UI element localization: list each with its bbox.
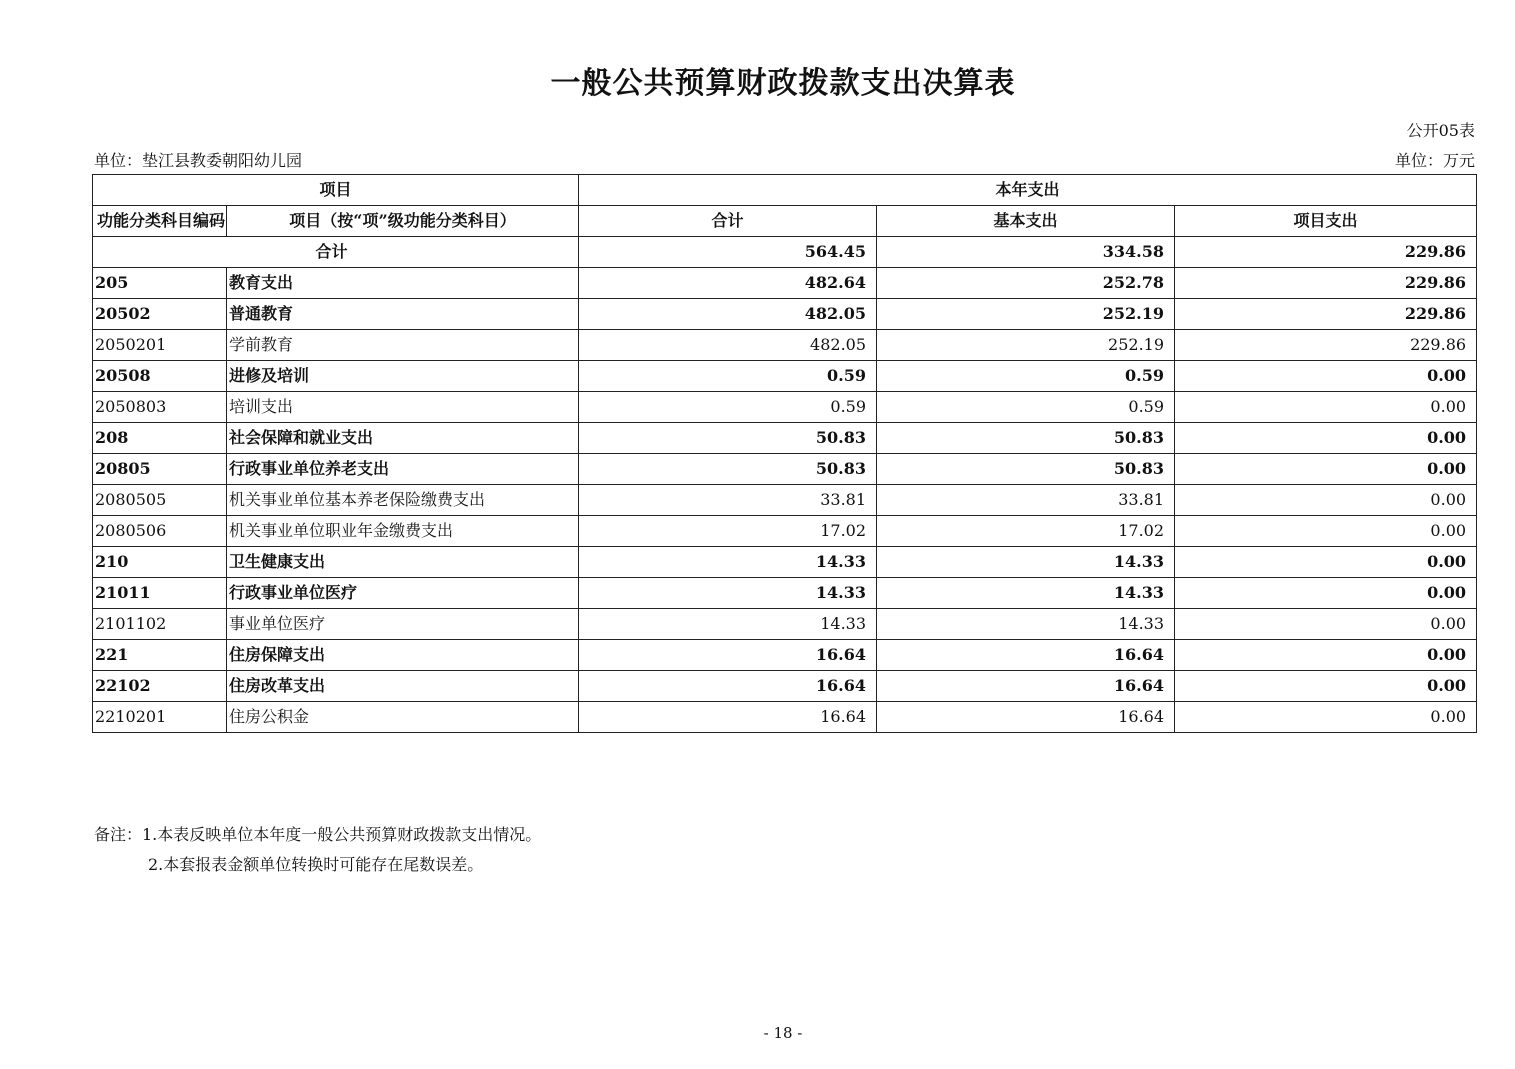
table-row (93, 640, 1477, 671)
row-name: 事业单位医疗 (227, 609, 579, 640)
unit-organization: 单位：垫江县教委朝阳幼儿园 (94, 151, 303, 170)
row-name: 住房公积金 (227, 702, 579, 733)
row-name: 卫生健康支出 (227, 547, 579, 578)
row-project: 0.00 (1175, 485, 1477, 516)
row-project: 229.86 (1175, 299, 1477, 330)
table-row (93, 485, 1477, 516)
row-total: 50.83 (579, 454, 877, 485)
row-basic: 50.83 (877, 454, 1175, 485)
row-project: 0.00 (1175, 547, 1477, 578)
header-year-expense: 本年支出 (579, 175, 1477, 206)
row-name: 普通教育 (227, 299, 579, 330)
row-code: 22102 (93, 671, 227, 702)
row-code: 210 (93, 547, 227, 578)
row-project: 0.00 (1175, 640, 1477, 671)
row-total: 16.64 (579, 702, 877, 733)
row-name: 学前教育 (227, 330, 579, 361)
row-project: 0.00 (1175, 578, 1477, 609)
row-code: 2210201 (93, 702, 227, 733)
row-code: 221 (93, 640, 227, 671)
row-name: 行政事业单位养老支出 (227, 454, 579, 485)
table-row (93, 299, 1477, 330)
row-project: 0.00 (1175, 516, 1477, 547)
row-basic: 14.33 (877, 609, 1175, 640)
header-row-1 (93, 175, 1477, 206)
row-name: 社会保障和就业支出 (227, 423, 579, 454)
total-project: 229.86 (1175, 237, 1477, 268)
total-label: 合计 (93, 237, 579, 268)
row-basic: 16.64 (877, 640, 1175, 671)
row-code: 2050803 (93, 392, 227, 423)
row-basic: 0.59 (877, 392, 1175, 423)
row-basic: 16.64 (877, 702, 1175, 733)
table-row (93, 330, 1477, 361)
table-row (93, 454, 1477, 485)
unit-currency: 单位：万元 (1394, 151, 1475, 170)
row-name: 机关事业单位职业年金缴费支出 (227, 516, 579, 547)
table-row (93, 361, 1477, 392)
row-basic: 50.83 (877, 423, 1175, 454)
row-project: 0.00 (1175, 454, 1477, 485)
row-total: 17.02 (579, 516, 877, 547)
total-basic: 334.58 (877, 237, 1175, 268)
row-name: 机关事业单位基本养老保险缴费支出 (227, 485, 579, 516)
row-basic: 252.19 (877, 330, 1175, 361)
row-code: 2050201 (93, 330, 227, 361)
row-project: 0.00 (1175, 702, 1477, 733)
row-code: 20805 (93, 454, 227, 485)
table-row (93, 547, 1477, 578)
row-name: 住房保障支出 (227, 640, 579, 671)
row-total: 482.64 (579, 268, 877, 299)
row-name: 行政事业单位医疗 (227, 578, 579, 609)
row-name: 进修及培训 (227, 361, 579, 392)
row-total: 14.33 (579, 578, 877, 609)
row-project: 0.00 (1175, 361, 1477, 392)
row-project: 0.00 (1175, 392, 1477, 423)
row-basic: 16.64 (877, 671, 1175, 702)
header-project: 项目 (93, 175, 579, 206)
notes (94, 820, 541, 880)
table-row (93, 392, 1477, 423)
row-basic: 0.59 (877, 361, 1175, 392)
row-project: 0.00 (1175, 671, 1477, 702)
table-row (93, 516, 1477, 547)
note-line-1: 备注：1.本表反映单位本年度一般公共预算财政拨款支出情况。 (94, 825, 542, 844)
note-line-2: 2.本套报表金额单位转换时可能存在尾数误差。 (148, 855, 484, 874)
row-code: 2080505 (93, 485, 227, 516)
row-code: 208 (93, 423, 227, 454)
header-code: 功能分类科目编码 (93, 206, 227, 237)
row-project: 0.00 (1175, 609, 1477, 640)
row-basic: 252.19 (877, 299, 1175, 330)
total-sum: 564.45 (579, 237, 877, 268)
row-basic: 14.33 (877, 547, 1175, 578)
row-code: 20502 (93, 299, 227, 330)
row-basic: 17.02 (877, 516, 1175, 547)
row-name: 教育支出 (227, 268, 579, 299)
budget-table (92, 174, 1477, 733)
row-total: 0.59 (579, 361, 877, 392)
row-name: 培训支出 (227, 392, 579, 423)
row-total: 16.64 (579, 671, 877, 702)
total-row (93, 237, 1477, 268)
page-number: - 18 - (763, 1024, 803, 1042)
row-total: 0.59 (579, 392, 877, 423)
table-row (93, 423, 1477, 454)
header-name: 项目（按“项”级功能分类科目） (227, 206, 579, 237)
header-total: 合计 (579, 206, 877, 237)
row-total: 16.64 (579, 640, 877, 671)
row-total: 50.83 (579, 423, 877, 454)
row-project: 0.00 (1175, 423, 1477, 454)
table-row (93, 609, 1477, 640)
table-row (93, 702, 1477, 733)
header-basic: 基本支出 (877, 206, 1175, 237)
row-total: 482.05 (579, 330, 877, 361)
row-basic: 33.81 (877, 485, 1175, 516)
header-row-2 (93, 206, 1477, 237)
table-row (93, 578, 1477, 609)
row-project: 229.86 (1175, 330, 1477, 361)
table-row (93, 268, 1477, 299)
row-project: 229.86 (1175, 268, 1477, 299)
table-row (93, 671, 1477, 702)
row-total: 14.33 (579, 547, 877, 578)
row-basic: 14.33 (877, 578, 1175, 609)
row-code: 2080506 (93, 516, 227, 547)
row-code: 21011 (93, 578, 227, 609)
page-title: 一般公共预算财政拨款支出决算表 (550, 66, 1016, 101)
row-total: 482.05 (579, 299, 877, 330)
row-code: 2101102 (93, 609, 227, 640)
header-project-expense: 项目支出 (1175, 206, 1477, 237)
row-total: 14.33 (579, 609, 877, 640)
row-total: 33.81 (579, 485, 877, 516)
row-code: 20508 (93, 361, 227, 392)
row-basic: 252.78 (877, 268, 1175, 299)
row-code: 205 (93, 268, 227, 299)
form-code: 公开05表 (1406, 121, 1475, 140)
row-name: 住房改革支出 (227, 671, 579, 702)
